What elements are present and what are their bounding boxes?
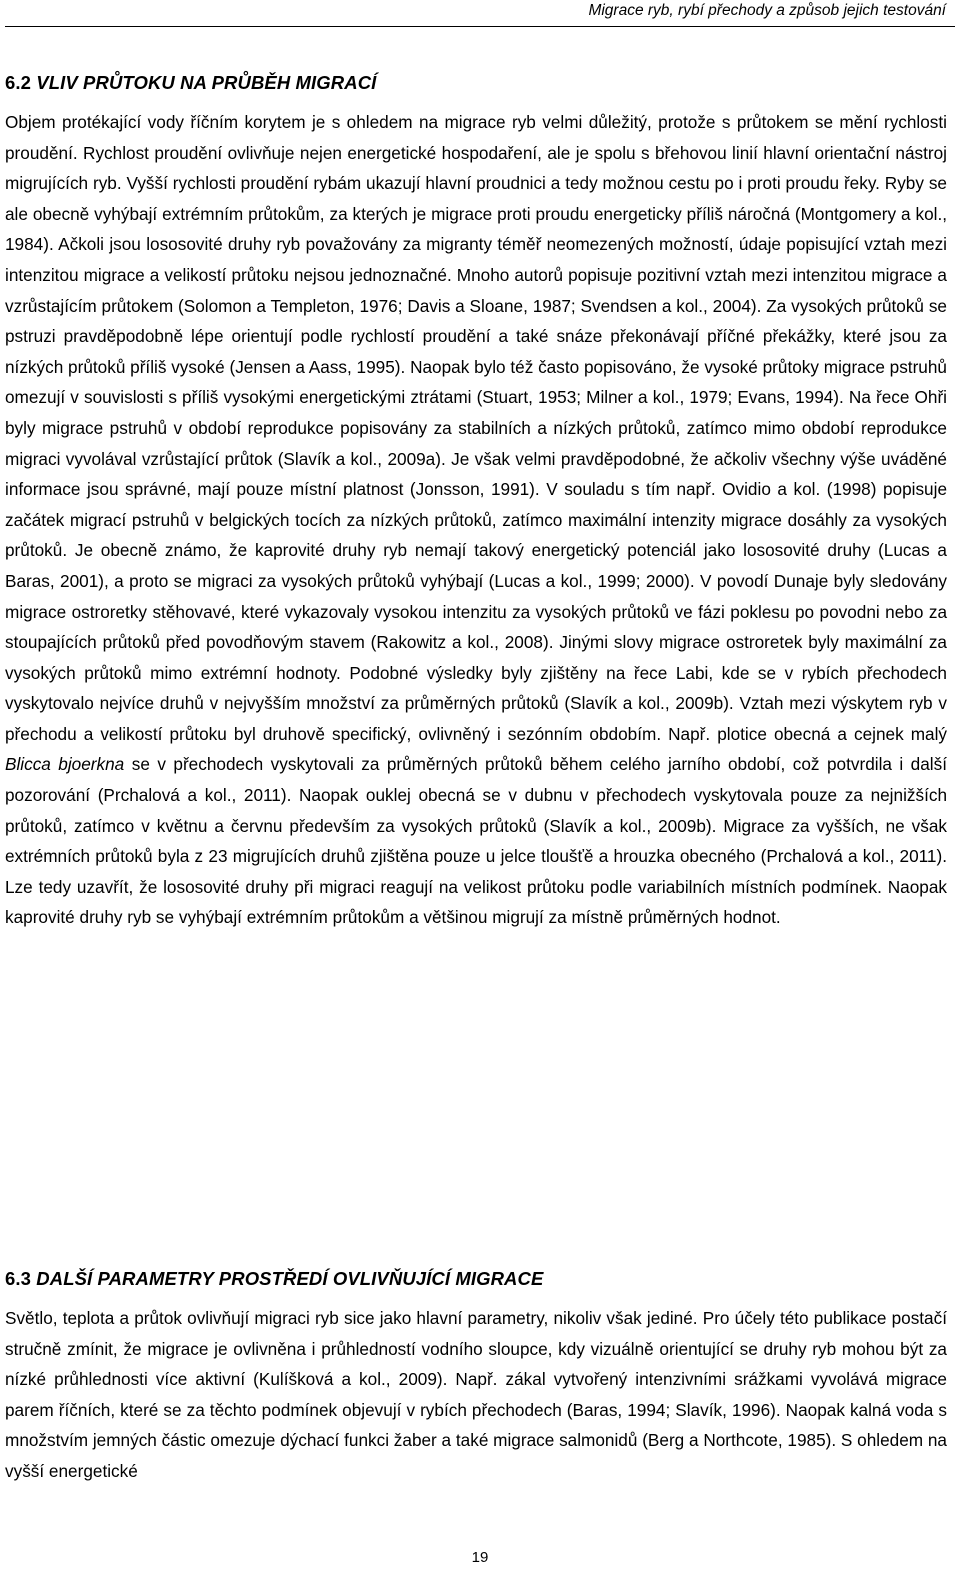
section-heading-6-2 — [5, 72, 376, 94]
paragraph-text-part-1: Objem protékající vody říčním korytem je s ohledem na migrace ryb velmi důležitý, protože s průtokem se mění rychlosti proudění. Rychlost proudění ovlivňuje nejen energetické hospodaření, ale je spolu s břehovou linií hlavní orientační nástroj migrujících ryb. Vyšší rychlosti proudění rybám ukazují hlavní proudnici a tedy možnou cestu po i proti proudu řeky. Ryby se ale obecně vyhýbají extrémním průtokům, za kterých je migrace proti proudu energeticky příliš náročná (Montgomery a kol., 1984). Ačkoli jsou lososovité druhy ryb považovány za migranty téměř neomezených možností, údaje popisující vztah mezi intenzitou migrace a velikostí průtoku nejsou jednoznačné. Mnoho autorů popisuje pozitivní vztah mezi intenzitou migrace a vzrůstajícím průtokem (Solomon a Templeton, 1976; Davis a Sloane, 1987; Svendsen a kol., 2004). Za vysokých průtoků se pstruzi pravděpodobně lépe orientují podle rychlostí proudění a také snáze překonávají příčné překážky, které jsou za nízkých průtoků příliš vysoké (Jensen a Aass, 1995). Naopak bylo též často popisováno, že vysoké průtoky migrace pstruhů omezují v souvislosti s příliš vysokými energetickými ztrátami (Stuart, 1953; Milner a kol., 1979; Evans, 1994). Na řece Ohři byly migrace pstruhů v období reprodukce popisovány za stabilních a nízkých průtoků, zatímco mimo období reprodukce migraci vyvolával vzrůstající průtok (Slavík a kol., 2009a). Je však velmi pravděpodobné, že ačkoliv všechny výše uváděné informace jsou správné, mají pouze místní platnost (Jonsson, 1991). V souladu s tím např. Ovidio a kol. (1998) popisuje začátek migrací pstruhů v belgických tocích za nízkých průtoků, zatímco maximální intenzity migrace dosáhly za vysokých průtoků. Je obecně známo, že kaprovité druhy ryb nemají takový energetický potenciál jako lososovité druhy (Lucas a Baras, 2001), a proto se migraci za vysokých průtoků vyhýbají (Lucas a kol., 1999; 2000). V povodí Dunaje byly sledovány migrace ostroretky stěhovavé, které vykazovaly vysokou intenzitu za vysokých průtoků ve fázi poklesu po povodni nebo za stoupajících průtoků před povodňovým stavem (Rakowitz a kol., 2008). Jinými slovy migrace ostroretek byly maximální za vysokých průtoků mimo extrémní hodnoty. Podobné výsledky byly zjištěny na řece Labi, kde se v rybích přechodech vyskytovalo nejvíce druhů v nejvyšším množství za průměrných průtoků (Slavík a kol., 2009b). Vztah mezi výskytem ryb v přechodu a velikostí průtoku byl druhově specifický, ovlivněný i sezónním obdobím. Např. plotice obecná a cejnek malý — [5, 112, 947, 744]
section-title: VLIV PRŮTOKU NA PRŮBĚH MIGRACÍ — [36, 72, 377, 93]
section-number: 6.2 — [5, 72, 32, 93]
header-divider — [5, 26, 955, 27]
running-header-title: Migrace ryb, rybí přechody a způsob jejich testování — [588, 2, 946, 19]
section-number: 6.3 — [5, 1268, 32, 1289]
section-heading-6-3 — [5, 1268, 543, 1290]
section-title: DALŠÍ PARAMETRY PROSTŘEDÍ OVLIVŇUJÍCÍ MIGRACE — [36, 1268, 544, 1289]
section-6-2-paragraph — [5, 107, 947, 933]
section-6-3-paragraph: Světlo, teplota a průtok ovlivňují migraci ryb sice jako hlavní parametry, nikoliv však jediné. Pro účely této publikace postačí stručně zmínit, že migrace je ovlivněna i průhledností vodního sloupce, kdy vizuálně orientující se druhy ryb mohou být za nízké průhlednosti více aktivní (Kulíšková a kol., 2009). Např. zákal vytvořený intenzivními srážkami vyvolává migrace parem říčních, které se za těchto podmínek objevují v rybích přechodech (Baras, 1994; Slavík, 1996). Naopak kalná voda s množstvím jemných částic omezuje dýchací funkci žaber a také migrace salmonidů (Berg a Northcote, 1985). S ohledem na vyšší energetické — [5, 1308, 947, 1481]
species-name-italic: Blicca bjoerkna — [5, 754, 125, 775]
paragraph-text-part-2: se v přechodech vyskytovali za průměrných průtoků během celého jarního období, což potvrdila i další pozorování (Prchalová a kol., 2011). Naopak ouklej obecná se v dubnu v přechodech vyskytovala pouze za nejnižších průtoků, zatímco v květnu a červnu především za vysokých průtoků (Slavík a kol., 2009b). Migrace za vyšších, ne však extrémních průtoků byla z 23 migrujících druhů zjištěna pouze u jelce tloušťě a hrouzka obecného (Prchalová a kol., 2011). Lze tedy uzavřít, že lososovité druhy při migraci reagují na velikost průtoku podle variabilních místních podmínek. Naopak kaprovité druhy ryb se vyhýbají extrémním průtokům a většinou migrují za místně průměrných hodnot. — [5, 754, 947, 928]
page-number: 19 — [471, 1549, 489, 1566]
